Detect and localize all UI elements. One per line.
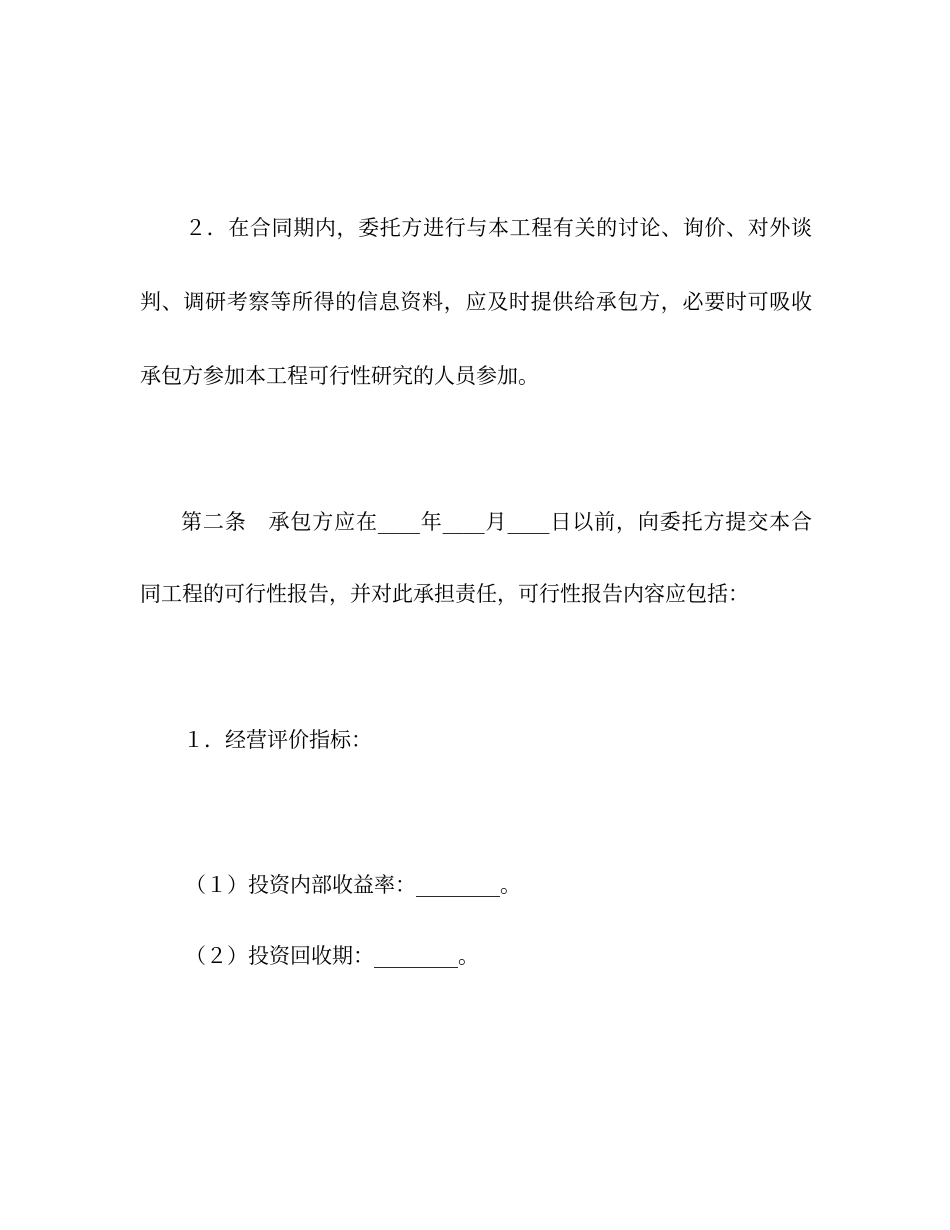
article-2-line-2: 同工程的可行性报告，并对此承担责任，可行性报告内容应包括： — [140, 582, 749, 606]
paragraph-2-line-2: 判、调研考察等所得的信息资料，应及时提供给承包方，必要时可吸收 — [140, 290, 812, 314]
article-2-line-1: 第二条 承包方应在____年____月____日以前，向委托方提交本合 — [181, 510, 812, 534]
paragraph-2-line-1: ２．在合同期内，委托方进行与本工程有关的讨论、询价、对外谈 — [185, 216, 812, 240]
payback-period-item: （２）投资回收期：________。 — [185, 944, 479, 968]
internal-rate-of-return-item: （１）投资内部收益率：________。 — [185, 873, 521, 897]
paragraph-2-line-3: 承包方参加本工程可行性研究的人员参加。 — [140, 364, 539, 388]
evaluation-indicators-heading: １．经营评价指标： — [183, 728, 372, 752]
